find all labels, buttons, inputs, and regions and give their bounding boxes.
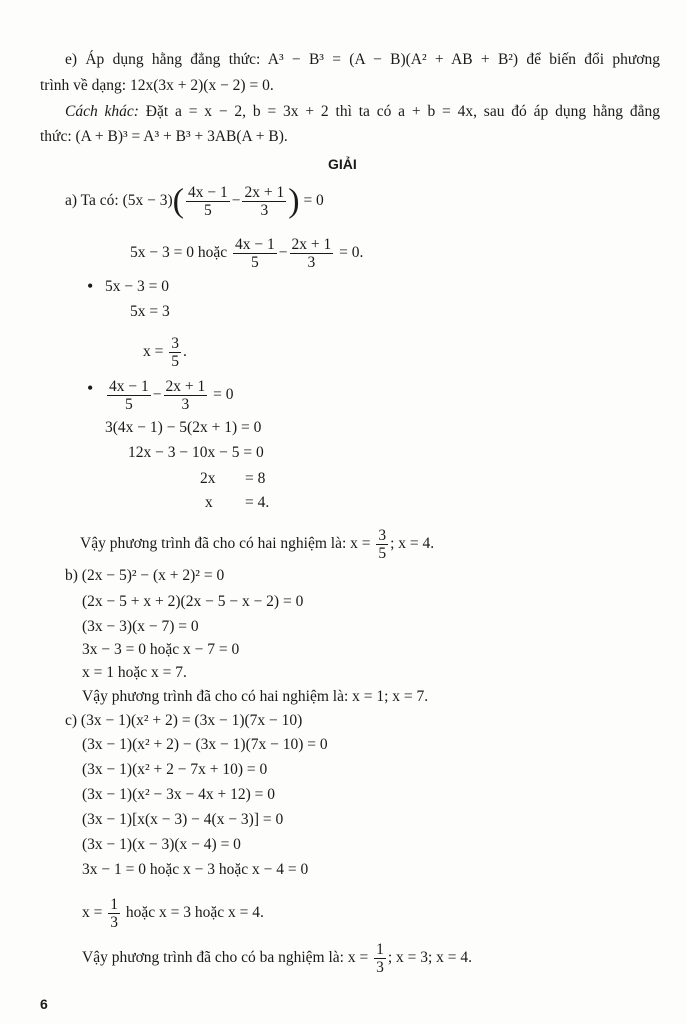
c-line: (3x − 1)(x² − 3x − 4x + 12) = 0 bbox=[82, 786, 276, 803]
a-line1: a) Ta có: (5x − 3)( $\frac{4x - 1}{5}$ − $\frac{2x + 1}{3}$ ) = 0 bbox=[65, 182, 324, 220]
a-case2-line4a: 2x bbox=[200, 470, 216, 487]
c-conclusion: Vậy phương trình đã cho có ba nghiệm là: x = $\frac{1}{3}$ ; x = 3; x = 4. bbox=[82, 941, 473, 976]
fraction: $\frac{4x - 1}{5}$ bbox=[235, 236, 275, 271]
page-number: 6 bbox=[40, 996, 48, 1012]
a-case1-line3: x = $\frac{3}{5}$ . bbox=[143, 335, 187, 370]
bullet-icon: • bbox=[87, 276, 94, 296]
a-case2-line2: 3(4x − 1) − 5(2x + 1) = 0 bbox=[105, 419, 262, 436]
c-line: (3x − 1)(x² + 2 − 7x + 10) = 0 bbox=[82, 761, 268, 778]
b-conclusion: Vậy phương trình đã cho có hai nghiệm là: x = 1; x = 7. bbox=[82, 688, 429, 705]
b-line: x = 1 hoặc x = 7. bbox=[82, 664, 187, 681]
fraction: $\frac{2x + 1}{3}$ bbox=[291, 236, 332, 271]
c-solution: x = $\frac{1}{3}$ hoặc x = 3 hoặc x = 4. bbox=[82, 896, 264, 931]
a-case2-line4b: = 8 bbox=[245, 470, 266, 487]
b-line: 3x − 3 = 0 hoặc x − 7 = 0 bbox=[82, 641, 240, 658]
fraction: $\frac{2x + 1}{3}$ bbox=[244, 184, 285, 219]
c-line: (3x − 1)(x² + 2) − (3x − 1)(7x − 10) = 0 bbox=[82, 736, 328, 753]
c-line: (3x − 1)(x − 3)(x − 4) = 0 bbox=[82, 836, 241, 853]
a-case1-line2: 5x = 3 bbox=[130, 303, 170, 320]
a-line2: 5x − 3 = 0 hoặc $\frac{4x - 1}{5}$ − $\frac{2x + 1}{3}$ = 0. bbox=[130, 236, 364, 271]
c-line: (3x − 1)[x(x − 3) − 4(x − 3)] = 0 bbox=[82, 811, 284, 828]
a-case2-line5a: x bbox=[205, 494, 213, 511]
b-line: (2x − 5 + x + 2)(2x − 5 − x − 2) = 0 bbox=[82, 593, 304, 610]
b-line: b) (2x − 5)² − (x + 2)² = 0 bbox=[65, 567, 225, 584]
intro-alt-line1 bbox=[65, 102, 660, 122]
alt-text: Đặt a = x − 2, b = 3x + 2 thì ta có a + b = 4x, sau đó áp dụng hằng đẳng bbox=[138, 103, 660, 120]
alt-label: Cách khác: bbox=[65, 103, 139, 120]
text: a) Ta có: (5x − 3) bbox=[65, 192, 173, 210]
intro-e-line2: trình về dạng: 12x(3x + 2)(x − 2) = 0. bbox=[40, 77, 274, 94]
b-line: (3x − 3)(x − 7) = 0 bbox=[82, 618, 199, 635]
section-heading: GIẢI bbox=[328, 156, 357, 172]
a-case2-line3: 12x − 3 − 10x − 5 = 0 bbox=[128, 444, 264, 461]
intro-alt-line2: thức: (A + B)³ = A³ + B³ + 3AB(A + B). bbox=[40, 128, 288, 145]
bullet-icon: • bbox=[87, 378, 94, 398]
c-line: c) (3x − 1)(x² + 2) = (3x − 1)(7x − 10) bbox=[65, 712, 303, 729]
a-conclusion: Vậy phương trình đã cho có hai nghiệm là: x = $\frac{3}{5}$ ; x = 4. bbox=[80, 527, 435, 562]
a-case2-line5b: = 4. bbox=[245, 494, 270, 511]
intro-e-line1: e) Áp dụng hằng đẳng thức: A³ − B³ = (A − B)(A² + AB + B²) để biến đổi phương bbox=[65, 51, 660, 68]
a-case2-line1: $\frac{4x - 1}{5}$ − $\frac{2x + 1}{3}$ = 0 bbox=[109, 378, 234, 413]
a-case1-line1: 5x − 3 = 0 bbox=[105, 278, 169, 295]
c-line: 3x − 1 = 0 hoặc x − 3 hoặc x − 4 = 0 bbox=[82, 861, 309, 878]
fraction: $\frac{4x - 1}{5}$ bbox=[187, 184, 228, 219]
